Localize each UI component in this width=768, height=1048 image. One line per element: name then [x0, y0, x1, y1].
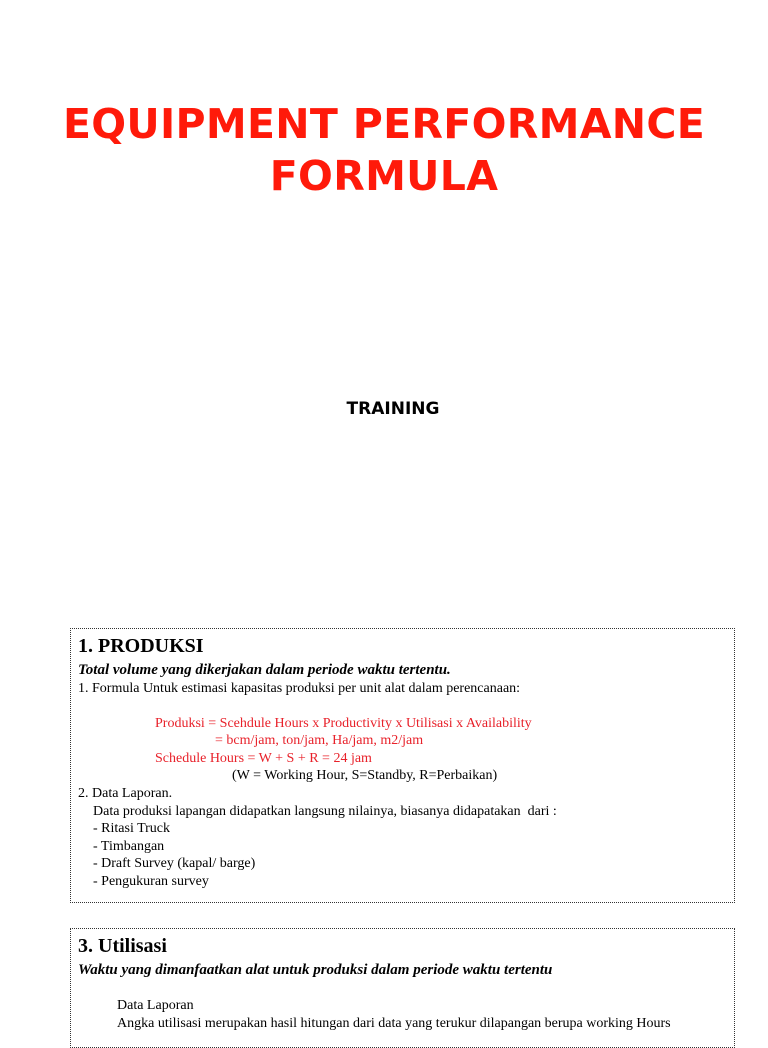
bullet-item: - Pengukuran survey: [93, 873, 209, 889]
subtitle: TRAINING: [346, 399, 440, 419]
document-title: [0, 98, 768, 202]
formula-note: (W = Working Hour, S=Standby, R=Perbaikan): [232, 768, 498, 784]
list-item: 2. Data Laporan.: [78, 785, 173, 801]
section-utilisasi: [70, 928, 735, 1048]
list-item: 1. Formula Untuk estimasi kapasitas produksi per unit alat dalam perencanaan:: [78, 681, 521, 696]
bullet-item: - Timbangan: [93, 838, 165, 854]
section-text: Data Laporan: [117, 998, 194, 1013]
bullet-item: - Draft Survey (kapal/ barge): [93, 856, 256, 872]
section-text: Angka utilisasi merupakan hasil hitungan dari data yang terukur dilapangan berupa working Hours: [117, 1015, 671, 1031]
section-heading: 3. Utilisasi: [78, 935, 167, 957]
section-lead: Waktu yang dimanfaatkan alat untuk produksi dalam periode waktu tertentu: [78, 962, 553, 978]
section-lead: Total volume yang dikerjakan dalam periode waktu tertentu.: [78, 662, 451, 678]
title-line-2: FORMULA: [269, 152, 499, 200]
formula-line: = bcm/jam, ton/jam, Ha/jam, m2/jam: [215, 733, 424, 749]
title-line-1: EQUIPMENT PERFORMANCE: [62, 100, 706, 148]
section-heading: 1. PRODUKSI: [78, 635, 204, 657]
formula-line: Schedule Hours = W + S + R = 24 jam: [155, 750, 372, 766]
bullet-item: - Ritasi Truck: [93, 821, 171, 837]
section-produksi: [70, 628, 735, 903]
bullet-list: [78, 820, 727, 890]
list-item-desc: Data produksi lapangan didapatkan langsung nilainya, biasanya didapatakan dari :: [93, 803, 557, 819]
formula-line: Produksi = Scehdule Hours x Productivity x Utilisasi x Availability: [155, 715, 532, 731]
